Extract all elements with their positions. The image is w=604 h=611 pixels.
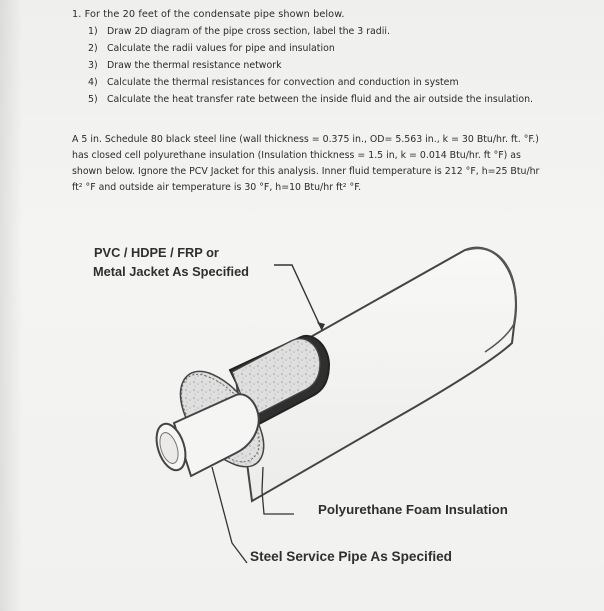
task-item <box>88 59 572 72</box>
task-number: 4) <box>88 77 98 88</box>
task-text: Calculate the heat transfer rate between the inside fluid and the air outside the insulation. <box>107 94 534 105</box>
task-text: Calculate the radii values for pipe and insulation <box>107 43 335 54</box>
jacket-label-line-2: Metal Jacket As Specified <box>93 264 249 279</box>
task-item <box>88 76 572 89</box>
task-list <box>88 25 572 110</box>
foam-insulation-label: Polyurethane Foam Insulation <box>318 502 508 517</box>
task-number: 2) <box>88 43 98 54</box>
task-text: Draw 2D diagram of the pipe cross section, label the 3 radii. <box>107 26 390 37</box>
task-text: Calculate the thermal resistances for convection and conduction in system <box>107 77 459 88</box>
problem-header: 1. For the 20 feet of the condensate pipe shown below. <box>72 9 345 20</box>
task-item <box>88 93 572 106</box>
task-number: 3) <box>88 60 98 71</box>
steel-pipe-label: Steel Service Pipe As Specified <box>250 549 452 564</box>
task-item <box>88 42 572 55</box>
jacket-label-line-1: PVC / HDPE / FRP or <box>94 245 219 260</box>
task-text: Draw the thermal resistance network <box>107 60 282 71</box>
task-number: 5) <box>88 94 98 105</box>
given-conditions: A 5 in. Schedule 80 black steel line (wall thickness = 0.375 in., OD= 5.563 in., k = 30 Btu/hr. ft. °F.) has closed cell polyurethane insulation (Insulation thickness = 1.5 in, k = 0.014 Btu/hr. ft °F) as shown below. Ignore the PCV Jacket for this analysis. Inner fluid temperature is 212 °F, h=25 Btu/hr ft² °F and outside air temperature is 30 °F, h=10 Btu/hr ft² °F. <box>72 134 540 193</box>
task-number: 1) <box>88 26 98 37</box>
task-item <box>88 25 572 38</box>
